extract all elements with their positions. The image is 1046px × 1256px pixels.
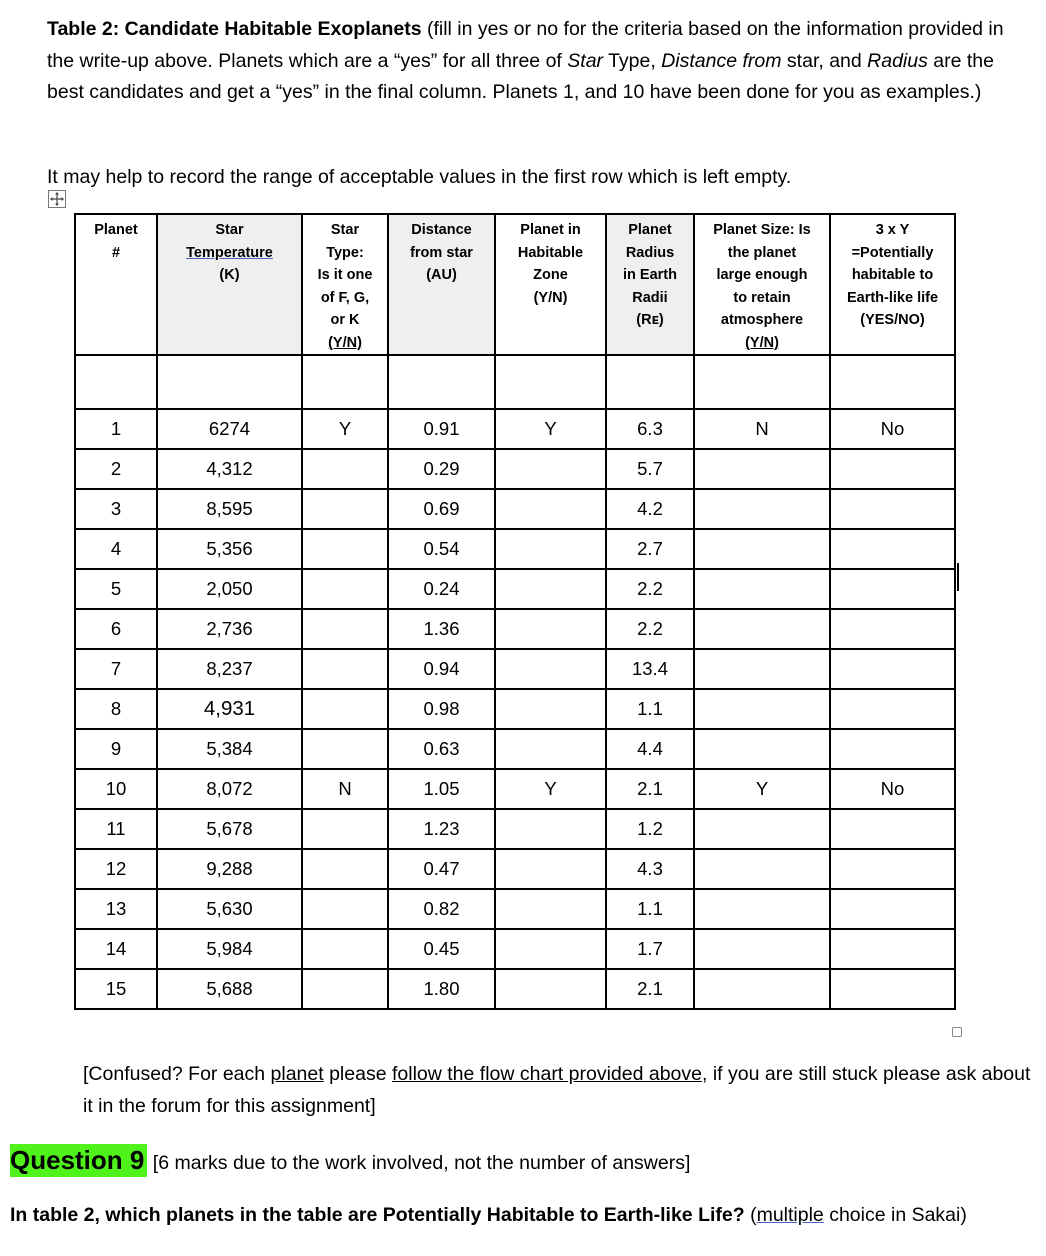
header-habitable-zone: Planet in Habitable Zone (Y/N) xyxy=(495,214,606,355)
header-row xyxy=(75,214,955,355)
table-cell[interactable] xyxy=(495,969,606,1009)
header-planet-radius: Planet Radius in Earth Radii (Rᴇ) xyxy=(606,214,694,355)
table-cell[interactable] xyxy=(302,355,388,409)
header-star-type: Star Type: Is it one of F, G, or K (Y/N) xyxy=(302,214,388,355)
table-row xyxy=(75,649,955,689)
table-cell[interactable] xyxy=(694,489,830,529)
table-cell[interactable]: 2.2 xyxy=(606,569,694,609)
table-body xyxy=(75,355,955,1009)
table-cell[interactable]: 0.69 xyxy=(388,489,495,529)
table-cell[interactable]: 0.47 xyxy=(388,849,495,889)
table-cell[interactable]: 5 xyxy=(75,569,157,609)
table-move-handle-icon[interactable] xyxy=(48,190,66,208)
table-cell[interactable]: 2 xyxy=(75,449,157,489)
table-resize-handle[interactable] xyxy=(952,1027,962,1037)
table-cell[interactable]: 2,736 xyxy=(157,609,302,649)
table-cell[interactable] xyxy=(302,489,388,529)
table-row xyxy=(75,449,955,489)
table-cell[interactable] xyxy=(302,849,388,889)
question-marks: [6 marks due to the work involved, not the number of answers] xyxy=(147,1152,691,1174)
question-label: Question 9 xyxy=(10,1144,147,1177)
table-cell[interactable] xyxy=(302,689,388,729)
table-cell[interactable] xyxy=(495,489,606,529)
header-distance: Distance from star (AU) xyxy=(388,214,495,355)
table-cell[interactable] xyxy=(830,889,955,929)
header-planet-number: Planet # xyxy=(75,214,157,355)
table-cell[interactable]: 5.7 xyxy=(606,449,694,489)
table-cell[interactable]: 1.2 xyxy=(606,809,694,849)
table-cell[interactable] xyxy=(302,889,388,929)
table-cell[interactable] xyxy=(495,929,606,969)
table-cell[interactable] xyxy=(495,649,606,689)
header-planet-size: Planet Size: Is the planet large enough to retain atmosphere (Y/N) xyxy=(694,214,830,355)
table-cell[interactable]: 9,288 xyxy=(157,849,302,889)
table-cell[interactable] xyxy=(694,609,830,649)
table-cell[interactable]: 1.23 xyxy=(388,809,495,849)
table-row xyxy=(75,929,955,969)
table-cell[interactable] xyxy=(830,609,955,649)
table-cell[interactable] xyxy=(694,929,830,969)
table-cell[interactable] xyxy=(830,929,955,969)
table-cell[interactable] xyxy=(388,355,495,409)
table-row xyxy=(75,849,955,889)
confused-note: [Confused? For each planet please follow the flow chart provided above, if you are still stuck please ask about it in the forum for this assignment] xyxy=(83,1063,1031,1117)
table-cell[interactable]: 8,237 xyxy=(157,649,302,689)
table-cell[interactable] xyxy=(75,355,157,409)
table-cell[interactable]: 6 xyxy=(75,609,157,649)
planet-link: planet xyxy=(270,1063,324,1085)
table-cell[interactable]: Y xyxy=(694,769,830,809)
question-text: In table 2, which planets in the table are Potentially Habitable to Earth-like Life? (multiple choice in Sakai) xyxy=(10,1204,967,1226)
table-cell[interactable]: No xyxy=(830,769,955,809)
table-cell[interactable]: 1.7 xyxy=(606,929,694,969)
table-cell[interactable] xyxy=(694,689,830,729)
table-cell[interactable] xyxy=(495,809,606,849)
flow-chart-reference: follow the flow chart provided above xyxy=(391,1063,702,1085)
table-cell[interactable] xyxy=(830,969,955,1009)
table-cell[interactable]: 5,678 xyxy=(157,809,302,849)
table-cell[interactable]: 2.7 xyxy=(606,529,694,569)
table-cell[interactable] xyxy=(495,449,606,489)
table-cell[interactable] xyxy=(694,355,830,409)
header-star-temperature: Star Temperature (K) xyxy=(157,214,302,355)
table-cell[interactable] xyxy=(495,729,606,769)
table-cell[interactable]: 0.91 xyxy=(388,409,495,449)
table-cell[interactable]: 5,356 xyxy=(157,529,302,569)
table-row xyxy=(75,969,955,1009)
table-cell[interactable]: 12 xyxy=(75,849,157,889)
table-cell[interactable]: 0.45 xyxy=(388,929,495,969)
table-cell[interactable] xyxy=(694,809,830,849)
table-row xyxy=(75,489,955,529)
table-cell[interactable]: 0.63 xyxy=(388,729,495,769)
table-cell[interactable]: 13.4 xyxy=(606,649,694,689)
table-cell[interactable] xyxy=(302,729,388,769)
table-cell[interactable] xyxy=(302,529,388,569)
table-cell[interactable]: Y xyxy=(495,769,606,809)
table-cell[interactable]: 13 xyxy=(75,889,157,929)
table-label: Table 2: Candidate Habitable Exoplanets xyxy=(47,18,422,40)
table-cell[interactable]: 2.2 xyxy=(606,609,694,649)
table-cell[interactable] xyxy=(495,849,606,889)
table-cell[interactable] xyxy=(694,729,830,769)
table-cell[interactable]: 8,595 xyxy=(157,489,302,529)
table-cell[interactable]: 4 xyxy=(75,529,157,569)
table-row xyxy=(75,769,955,809)
exoplanet-table xyxy=(74,213,956,1010)
table-cell[interactable] xyxy=(830,489,955,529)
table-cell[interactable] xyxy=(830,809,955,849)
table-row xyxy=(75,609,955,649)
table-cell[interactable]: 0.82 xyxy=(388,889,495,929)
table-cell[interactable]: 0.29 xyxy=(388,449,495,489)
table-cell[interactable] xyxy=(495,529,606,569)
table-cell[interactable] xyxy=(694,969,830,1009)
table-cell[interactable] xyxy=(302,649,388,689)
table-cell[interactable] xyxy=(830,849,955,889)
table-cell[interactable]: 14 xyxy=(75,929,157,969)
table-cell[interactable]: 1.80 xyxy=(388,969,495,1009)
text-cursor xyxy=(957,563,959,591)
table-cell[interactable]: 5,984 xyxy=(157,929,302,969)
table-cell[interactable]: 0.54 xyxy=(388,529,495,569)
table-cell[interactable] xyxy=(830,729,955,769)
table-cell[interactable]: 6274 xyxy=(157,409,302,449)
table-cell[interactable] xyxy=(606,355,694,409)
table-cell[interactable]: 11 xyxy=(75,809,157,849)
table-cell[interactable]: 1.1 xyxy=(606,689,694,729)
table-cell[interactable]: 10 xyxy=(75,769,157,809)
table-cell[interactable]: Y xyxy=(302,409,388,449)
table-cell[interactable]: 7 xyxy=(75,649,157,689)
table-cell[interactable] xyxy=(694,889,830,929)
table-cell[interactable] xyxy=(830,529,955,569)
hint-text: It may help to record the range of acceptable values in the first row which is left empty. xyxy=(47,166,792,188)
table-cell[interactable] xyxy=(157,355,302,409)
range-row xyxy=(75,355,955,409)
table-cell[interactable]: 1.05 xyxy=(388,769,495,809)
table-cell[interactable] xyxy=(495,689,606,729)
table-cell[interactable]: 6.3 xyxy=(606,409,694,449)
table-cell[interactable] xyxy=(694,449,830,489)
table-cell[interactable] xyxy=(694,569,830,609)
table-row xyxy=(75,569,955,609)
table-row xyxy=(75,809,955,849)
table-cell[interactable]: 2.1 xyxy=(606,969,694,1009)
table-cell[interactable] xyxy=(830,569,955,609)
table-cell[interactable]: 0.24 xyxy=(388,569,495,609)
table-cell[interactable]: 4.2 xyxy=(606,489,694,529)
table-cell[interactable]: 1.1 xyxy=(606,889,694,929)
table-cell[interactable] xyxy=(694,849,830,889)
table-cell[interactable]: 1 xyxy=(75,409,157,449)
table-cell[interactable] xyxy=(302,609,388,649)
table-cell[interactable]: 9 xyxy=(75,729,157,769)
table-cell[interactable]: 8 xyxy=(75,689,157,729)
intro-paragraph: Table 2: Candidate Habitable Exoplanets (fill in yes or no for the criteria based on the information provided in the write-up above. Planets which are a “yes” for all three of Star Type, Distance from star, and Radius are the best candidates and get a “yes” in the final column. Planets 1, and 10 have been done for you as examples.) xyxy=(47,18,1004,103)
table-cell[interactable]: 4,312 xyxy=(157,449,302,489)
table-cell[interactable]: 15 xyxy=(75,969,157,1009)
table-cell[interactable] xyxy=(302,929,388,969)
table-cell[interactable] xyxy=(302,969,388,1009)
table-cell[interactable]: 8,072 xyxy=(157,769,302,809)
table-row xyxy=(75,889,955,929)
table-row xyxy=(75,529,955,569)
header-potentially-habitable: 3 x Y =Potentially habitable to Earth-like life (YES/NO) xyxy=(830,214,955,355)
table-cell[interactable]: 2.1 xyxy=(606,769,694,809)
table-cell[interactable]: 4.4 xyxy=(606,729,694,769)
table-cell[interactable] xyxy=(302,569,388,609)
table-cell[interactable] xyxy=(830,355,955,409)
table-cell[interactable]: No xyxy=(830,409,955,449)
table-cell[interactable]: 0.98 xyxy=(388,689,495,729)
table-cell[interactable] xyxy=(830,649,955,689)
table-cell[interactable] xyxy=(830,689,955,729)
table-cell[interactable] xyxy=(302,449,388,489)
table-row xyxy=(75,409,955,449)
table-cell[interactable]: 0.94 xyxy=(388,649,495,689)
table-cell[interactable] xyxy=(830,449,955,489)
table-cell[interactable] xyxy=(495,609,606,649)
table-cell[interactable]: 5,688 xyxy=(157,969,302,1009)
table-cell[interactable]: 5,384 xyxy=(157,729,302,769)
table-cell[interactable]: N xyxy=(302,769,388,809)
table-cell[interactable] xyxy=(495,569,606,609)
table-cell[interactable] xyxy=(302,809,388,849)
table-row xyxy=(75,729,955,769)
table-cell[interactable]: 2,050 xyxy=(157,569,302,609)
table-row xyxy=(75,689,955,729)
question-heading xyxy=(10,1142,690,1181)
table-cell[interactable]: 4,931 xyxy=(157,689,302,729)
table-cell[interactable]: 5,630 xyxy=(157,889,302,929)
table-cell[interactable] xyxy=(495,355,606,409)
table-cell[interactable] xyxy=(495,889,606,929)
table-cell[interactable]: 3 xyxy=(75,489,157,529)
table-cell[interactable]: Y xyxy=(495,409,606,449)
table-cell[interactable] xyxy=(694,529,830,569)
table-cell[interactable] xyxy=(694,649,830,689)
table-cell[interactable]: 1.36 xyxy=(388,609,495,649)
table-cell[interactable]: 4.3 xyxy=(606,849,694,889)
table-cell[interactable]: N xyxy=(694,409,830,449)
